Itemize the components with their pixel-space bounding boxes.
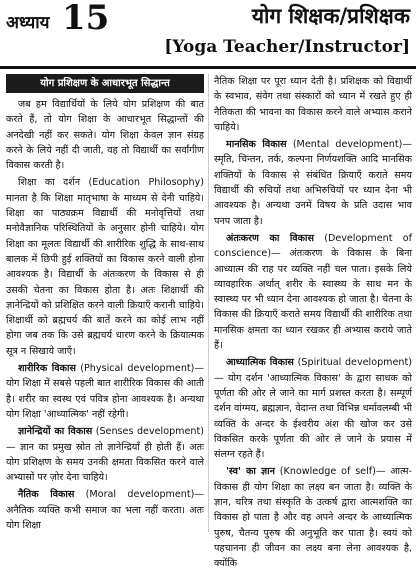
chapter-title: योग शिक्षक/प्रशिक्षक: [251, 4, 410, 28]
paragraph: शिक्षा का दर्शन (Education Philosophy) मानता है कि शिक्षा मातृभाषा के माध्यम से देनी चाहिये। शिक्षा का पाठ्यक्रम विद्यार्थी की मनोवृत्तियों तथा मनोवैज्ञानिक परिस्थितियों के अनुसार होनी चाहिये। योग शिक्षा का मूलतः विद्यार्थी की शारीरिक शुद्धि के साथ-साथ बालक में छिपी हुई शक्तियों का विकास करने वाली होना आवश्यक है। विद्यार्थी के अंतःकरण के विकास से ही उसकी चेतना का विकास होता है। अतः शिक्षार्थी की ज्ञानेन्द्रियों को प्रशिक्षित करने वाली क्रियाएँ करानी चाहिये। शिक्षार्थी को ब्रह्मचर्य की बातें करने का कोई लाभ नहीं होगा जब तक कि उसे ब्रह्मचर्य धारण करने के क्रियात्मक सूत्र न सिखाये जाएँ।: [6, 177, 204, 357]
term: शारीरिक विकास: [18, 363, 76, 375]
term-text: (Knowledge of self)— आत्म-विकास ही योग शिक्षा का लक्ष्य बन जाता है। व्यक्ति के ज्ञान, चरित्र तथा संस्कृति के उत्कर्ष द्वारा आत्मशक्ति का विकास हो पाता है और वह अपने अन्दर के आध्यात्मिक पुरुष, चैतन्य पुरुष की अनुभूति कर पाता है। स्वयं को पहचानना ही जीवन का लक्ष्य बना लेना आवश्यक है, क्योंकि: [214, 466, 412, 570]
header-rule: [0, 66, 416, 69]
term-text: (Senses development)— ज्ञान का प्रमुख स्रोत तो ज्ञानेन्द्रियाँ ही होती हैं। अतः योग प्रशिक्षण के समय उनकी क्षमता विकसित करने वाले अभ्यासों पर ज़ोर देना चाहिये।: [6, 426, 204, 484]
paragraph: [6, 487, 204, 533]
term-text: (Moral development)— अनैतिक व्यक्ति कभी समाज का भला नहीं करता। अतः योग शिक्षा: [6, 489, 204, 532]
paragraph: [6, 361, 204, 422]
term: नैतिक विकास: [18, 489, 75, 501]
section-heading: योग प्रशिक्षण के आधारभूत सिद्धान्त: [6, 74, 204, 93]
term: आध्यात्मिक विकास: [226, 357, 294, 369]
paragraph: [214, 231, 412, 353]
column-divider: [208, 74, 209, 532]
paragraph: [214, 137, 412, 229]
term: मानसिक विकास: [226, 139, 287, 151]
term-text: (Spiritual development)— योग दर्शन 'आध्यात्मिक विकास' के द्वारा साधक को पूर्णता की ओर ले जाने का मार्ग प्रशस्त करता है। सम्पूर्ण दर्शन वांग्मय, ब्रह्मज्ञान, वेदान्त तथा विभिन्न धर्मावलम्बी भी व्यक्ति के अन्दर के ईश्वरीय अंश की खोज कर उसे विकसित करके पूर्णता की ओर ले जाने के प्रयास में संलग्न रहते हैं।: [214, 357, 412, 461]
term: 'स्व' का ज्ञान: [226, 466, 275, 478]
right-column: [214, 74, 412, 570]
term-text: (Mental development)— स्मृति, चिन्तन, तर्क, कल्पना निर्णयशक्ति आदि मानसिक शक्तियों के विकास से संबंधित क्रियाएँ कराते समय विद्यार्थी की रुचियों तथा अभिरुचियों पर ध्यान देना भी आवश्यक है। अन्यथा उनमें विषय के प्रति उदास भाव पनप जाता है।: [214, 139, 412, 227]
chapter-header: [0, 0, 416, 70]
chapter-number: 15: [62, 0, 110, 38]
left-column: [6, 74, 204, 532]
paragraph: [214, 464, 412, 571]
chapter-subtitle: [Yoga Teacher/Instructor]: [164, 37, 410, 57]
term: ज्ञानेन्द्रियों का विकास: [18, 426, 93, 438]
term-text: (Development of conscience)— अंतःकरण के विकास के बिना आध्यात्म की राह पर व्यक्ति नहीं चल पाता। इसके लिये व्यावहारिक अर्थात् शरीर के स्वास्थ्य के साथ मन के स्वास्थ्य पर भी ध्यान देना आवश्यक हो जाता है। चेतना के विकास की क्रियाएँ कराते समय विद्यार्थी की शारीरिक तथा मानसिक क्षमता का ध्यान रखकर ही अभ्यास कराये जाते हैं।: [214, 232, 412, 352]
paragraph: जब हम विद्यार्थियों के लिये योग प्रशिक्षण की बात करते हैं, तो योग शिक्षा के आधारभूत सिद्धान्तों की अनदेखी नहीं कर सकते। योग शिक्षा केवल ज्ञान संग्रह करने के लिये नहीं दी जाती, वह तो विद्यार्थी का सर्वांगीण विकास करती है।: [6, 99, 204, 172]
term: अंतःकरण का विकास: [226, 232, 314, 244]
term-text: (Physical development)— योग शिक्षा में सबसे पहली बात शारीरिक विकास की आती है। शरीर का स्वस्थ एवं पवित्र होना आवश्यक है। अन्यथा योग शिक्षा 'आध्यात्मिक' नहीं रहेगी।: [6, 363, 204, 420]
paragraph: नैतिक शिक्षा पर पूरा ध्यान देती है। प्रशिक्षक को विद्यार्थी के स्वभाव, संवेग तथा संस्कारों को ध्यान में रखते हुए ही नैतिकता की भावना का विकास करने वाले अभ्यास कराने चाहिये।: [214, 76, 412, 133]
chapter-word: अध्याय: [6, 13, 50, 33]
paragraph: [6, 424, 204, 485]
paragraph: [214, 355, 412, 462]
